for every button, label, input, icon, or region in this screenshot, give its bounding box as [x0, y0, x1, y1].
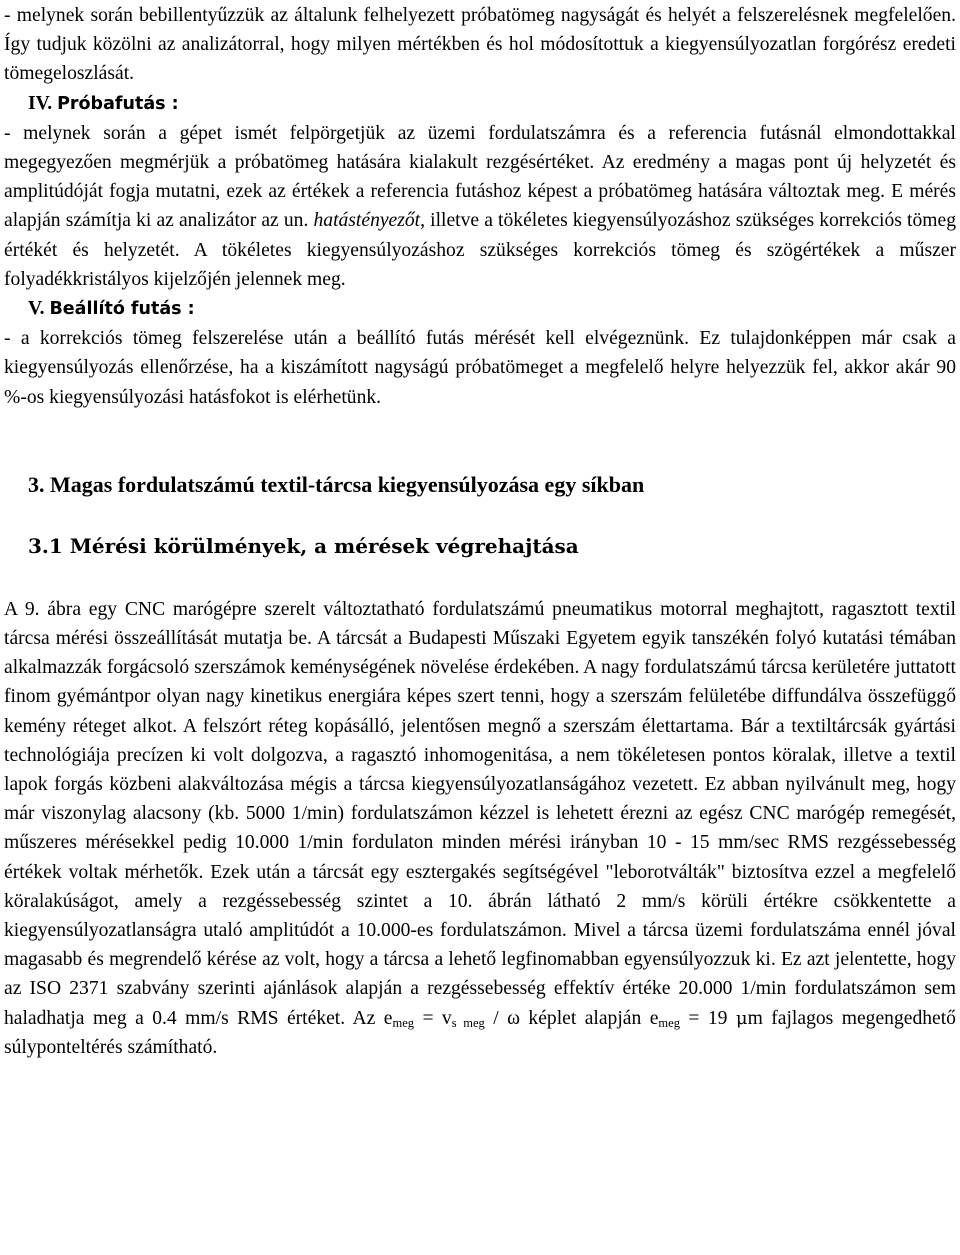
equation-part: / ω képlet alapján e: [484, 1007, 659, 1029]
paragraph-trial-run-italic-term: hatástényezőt: [313, 210, 421, 232]
spacer: [4, 412, 956, 470]
paragraph-measurement-conditions: [4, 595, 956, 1062]
paragraph-tested-mass-input: - melynek során bebillentyűzzük az általunk felhelyezett próbatömeg nagyságát és helyét a felszerelésnek megfelelően. Így tudjuk közölni az analizátorral, hogy milyen mértékben és hol módosítottuk a kiegyensúlyozatlan forgórész eredeti tömegeloszlását.: [4, 5, 956, 85]
section-iv-heading: [4, 89, 956, 119]
subscript-s-meg: s meg: [451, 1015, 485, 1030]
equation-part: = 19: [679, 1007, 736, 1029]
section-v-number: V.: [28, 298, 45, 320]
spacer: [4, 500, 956, 531]
mu-symbol: μ: [735, 1007, 748, 1029]
spacer: [4, 561, 956, 595]
paragraph-main-body: A 9. ábra egy CNC marógépre szerelt változtatható fordulatszámú pneumatikus motorral meghajtott, ragasztott textil tárcsa mérési összeállítását mutatja be. A tárcsát a Budapesti Műszaki Egyetem egyik tanszékén folyó kutatási témában alkalmazzák forgácsoló szerszámok keménységének növelése érdekében. A nagy fordulatszámú tárcsa kerületére juttatott finom gyémántpor olyan nagy kinetikus energiára képes szert tenni, hogy a szerszám felületébe diffundálva összefüggő kemény réteget alkot. A felszórt réteg kopásálló, jelentősen megnő a szerszám élettartama. Bár a textiltárcsák gyártási technológiája precízen ki volt dolgozva, a ragasztó inhomogenitása, a nem tökéletesen pontos köralak, illetve a textil lapok forgás közbeni alakváltozása mégis a tárcsa kiegyensúlyozatlanságához vezetett. Ez abban nyilvánult meg, hogy már viszonylag alacsony (kb. 5000 1/min) fordulatszámon kézzel is lehetett érezni az egész CNC marógép remegését, műszeres mérésekkel pedig 10.000 1/min fordulaton minden mérési irányban 10 - 15 mm/sec RMS rezgéssebesség értékek voltak mérhetők. Ezek után a tárcsát egy esztergakés segítségével "leborotválták" biztosítva ezzel a megfelelő köralakúságot, amely a rezgéssebesség szintet a 10. ábrán látható 2 mm/s körüli értékre csökkentette a kiegyensúlyozatlanságra utaló amplitúdót a 10.000-es fordulatszámon. Mivel a tárcsa üzemi fordulatszáma ennél jóval magasabb és megrendelő kérése az volt, hogy a tárcsa a lehető legfinomabban egyensúlyozzuk ki. Ez azt jelentette, hogy az ISO 2371 szabvány szerinti ajánlások alapján a rezgéssebesség effektív értéke 20.000 1/min fordulatszámon sem haladhatja meg a 0.4 mm/s RMS értéket. Az e: [4, 598, 956, 1029]
subscript-meg: meg: [392, 1015, 415, 1030]
paragraph-trial-run-part2: , illetve a tökéletes kiegyensúlyozáshoz szükséges korrekciós tömeg értékét és helyzetét. A tökéletes kiegyensúlyozáshoz szükséges korrekciós tömeg és szögértékek a műszer folyadékkristályos kijelzőjén jelennek meg.: [4, 210, 956, 290]
section-v-heading: [4, 294, 956, 324]
paragraph-setup-run: - a korrekciós tömeg felszerelése után a beállító futás mérését kell elvégeznünk. Ez tulajdonképpen már csak a kiegyensúlyozás ellenőrzése, ha a kiszámított nagyságú próbatömeget a megfelelő helyre helyezzük fel, akkor akár 90 %-os kiegyensúlyozási hatásfokot is elérhetünk.: [4, 328, 956, 408]
section-v-title: Beállító futás :: [49, 299, 195, 320]
paragraph-tail: m fajlagos megengedhető súlyponteltérés számítható.: [4, 1007, 956, 1058]
section-iv-title: Próbafutás :: [57, 93, 179, 114]
equation-part: = v: [414, 1007, 452, 1029]
section-iv-number: IV.: [28, 92, 53, 114]
subscript-meg: meg: [658, 1015, 680, 1030]
paragraph-trial-run-part1: - melynek során a gépet ismét felpörgetjük az üzemi fordulatszámra és a referencia futásnál elmondottakkal megegyezően megmérjük a próbatömeg hatására kialakult rezgésértéket. Az eredmény a magas pont új helyzetét és amplitúdóját fogja mutatni, ezek az értékek a referencia futáshoz képest a próbatömeg hatására változtak meg. E mérés alapján számítja ki az analizátor az un.: [4, 122, 956, 232]
section-3-1-heading: 3.1 Mérési körülmények, a mérések végrehajtása: [28, 533, 579, 558]
section-3-heading: 3. Magas fordulatszámú textil-tárcsa kiegyensúlyozása egy síkban: [28, 471, 645, 497]
paragraph-trial-run: [4, 119, 956, 294]
